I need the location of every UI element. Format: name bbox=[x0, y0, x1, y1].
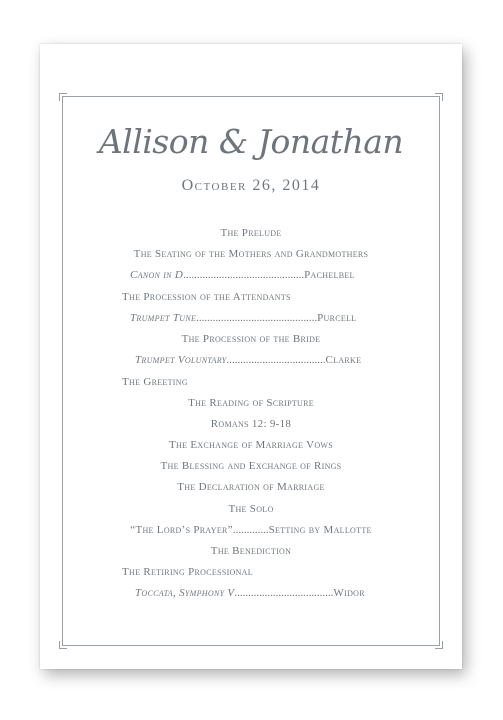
composer: Pachelbel bbox=[304, 269, 355, 281]
program-item-vows: The Exchange of Marriage Vows bbox=[169, 439, 333, 451]
leader-dots: ............................................ bbox=[183, 269, 305, 281]
leader-dots: .................................... bbox=[234, 587, 334, 599]
program-item-declaration: The Declaration of Marriage bbox=[177, 481, 325, 493]
program-item-seating: The Seating of the Mothers and Grandmothers bbox=[133, 248, 369, 260]
program-item-canon bbox=[130, 269, 355, 281]
program-item-retiring: The Retiring Processional bbox=[122, 566, 253, 578]
leader-dots: .................................... bbox=[226, 354, 326, 366]
program-item-solo: The Solo bbox=[228, 503, 274, 515]
border-corner bbox=[435, 641, 443, 649]
border-corner bbox=[59, 93, 67, 101]
program-item-greeting: The Greeting bbox=[122, 376, 188, 388]
program-item-scripture: Romans 12: 9-18 bbox=[210, 418, 292, 430]
program-item-toccata bbox=[135, 587, 365, 599]
program-item-rings: The Blessing and Exchange of Rings bbox=[160, 460, 342, 472]
composer: Clarke bbox=[325, 354, 362, 366]
composer: Widor bbox=[333, 587, 365, 599]
leader-dots: ............................................ bbox=[196, 312, 318, 324]
border-corner bbox=[59, 641, 67, 649]
music-title: Trumpet Tune bbox=[130, 312, 197, 324]
music-title: Toccata, Symphony V bbox=[135, 587, 235, 599]
composer: Setting by Mallotte bbox=[268, 524, 372, 536]
border-corner bbox=[435, 93, 443, 101]
program-card bbox=[40, 44, 462, 669]
program-item-trumpet-tune bbox=[130, 312, 356, 324]
music-title: “The Lord’s Prayer” bbox=[130, 524, 233, 536]
couple-names: Allison & Jonathan bbox=[98, 122, 404, 161]
program-item-benediction: The Benediction bbox=[210, 545, 292, 557]
music-title: Canon in D bbox=[130, 269, 184, 281]
composer: Purcell bbox=[317, 312, 357, 324]
program-item-trumpet-voluntary bbox=[135, 354, 361, 366]
program-item-procession-attendants: The Procession of the Attendants bbox=[122, 291, 291, 303]
program-item-prelude: The Prelude bbox=[220, 227, 282, 239]
program-item-lords-prayer bbox=[40, 524, 462, 536]
wedding-date: October 26, 2014 bbox=[181, 177, 321, 194]
program-item-reading: The Reading of Scripture bbox=[188, 397, 314, 409]
program-item-procession-bride: The Procession of the Bride bbox=[181, 333, 321, 345]
leader-dots: ............. bbox=[232, 524, 269, 536]
music-title: Trumpet Voluntary bbox=[135, 354, 227, 366]
